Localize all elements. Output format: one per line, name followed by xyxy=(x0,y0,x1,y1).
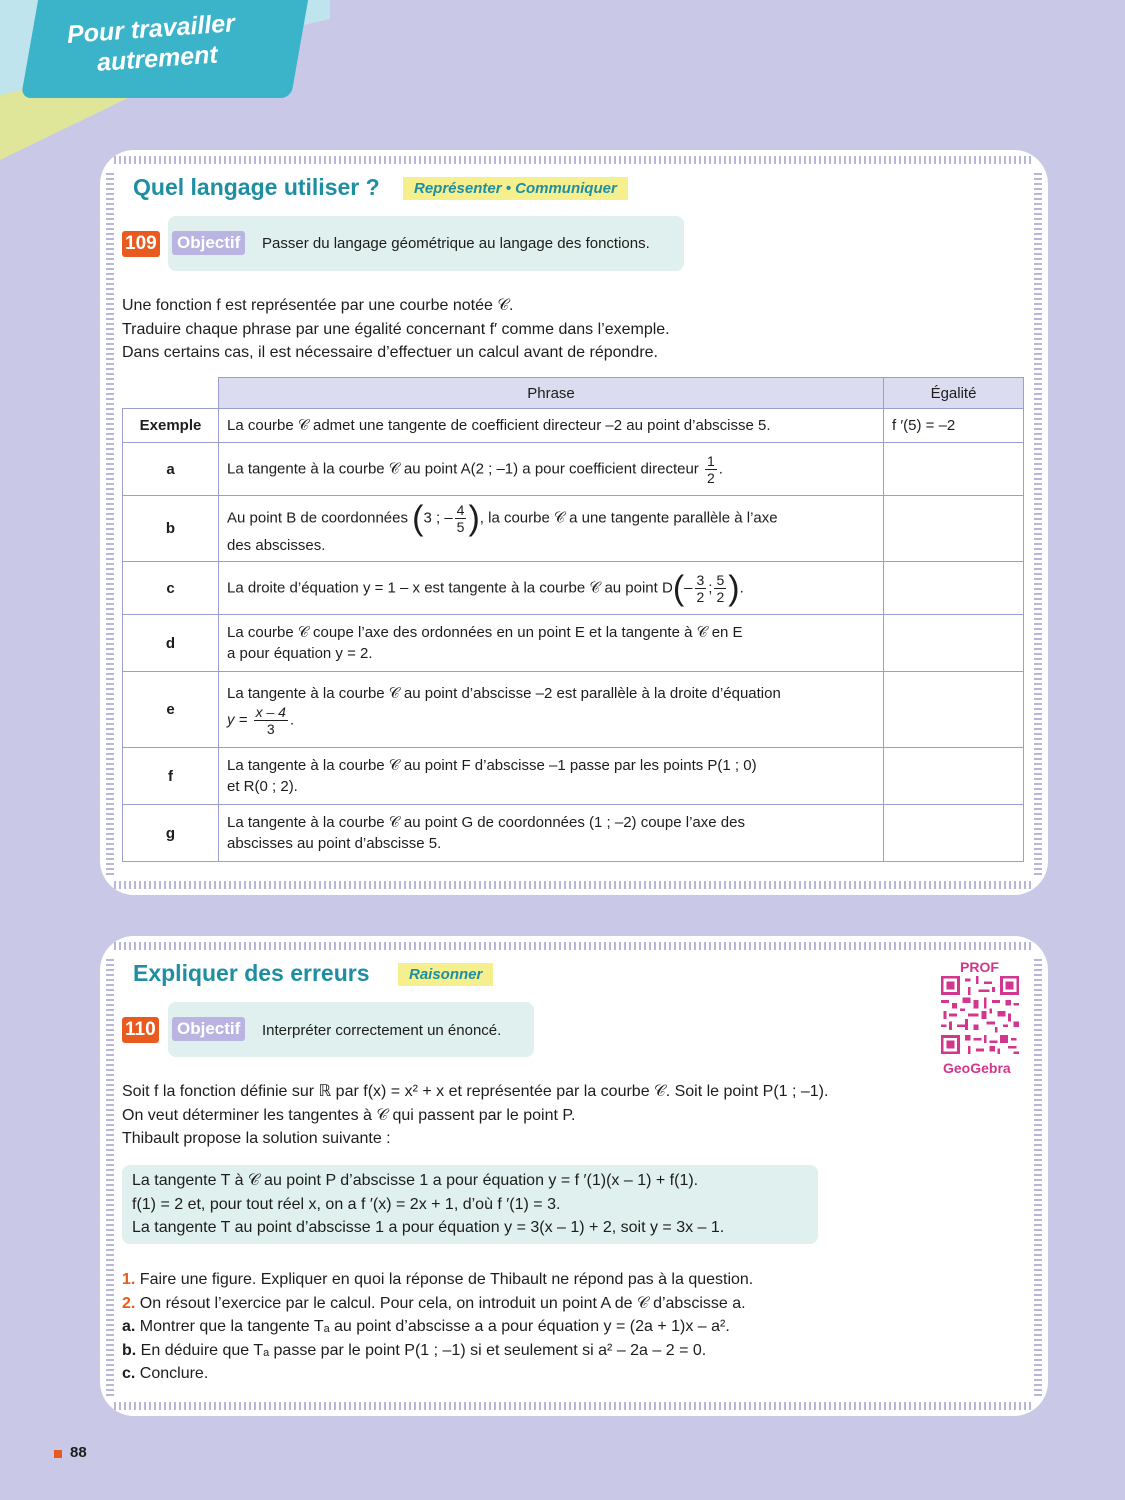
phrase-text: Au point B de coordonnées xyxy=(227,508,408,526)
answer-cell[interactable] xyxy=(884,672,1024,748)
solution-line: f(1) = 2 et, pour tout réel x, on a f ′(x) = 2x + 1, d’où f ′(1) = 3. xyxy=(132,1195,561,1213)
question-text: Faire une figure. Expliquer en quoi la réponse de Thibault ne répond pas à la question. xyxy=(139,1271,754,1288)
question-number: c. xyxy=(122,1365,136,1382)
phrase-text: La tangente à la courbe 𝒞 au point G de coordonnées (1 ; –2) coupe l’axe des xyxy=(227,814,745,831)
denominator: 2 xyxy=(716,588,725,605)
row-phrase xyxy=(219,748,884,805)
answer-cell[interactable] xyxy=(884,443,1024,496)
objective-text: Interpréter correctement un énoncé. xyxy=(262,1022,502,1039)
fraction xyxy=(254,704,288,737)
question-text: On résout l’exercice par le calcul. Pour cela, on introduit un point A de 𝒞 d’abscisse a. xyxy=(139,1294,746,1312)
answer-cell[interactable] xyxy=(884,748,1024,805)
row-phrase xyxy=(219,805,884,862)
exercise-intro xyxy=(122,1080,828,1151)
question-text: En déduire que Tₐ passe par le point P(1 ; –1) si et seulement si a² – 2a – 2 = 0. xyxy=(140,1341,707,1359)
solution-line: La tangente T à 𝒞 au point P d’abscisse 1 a pour équation y = f ′(1)(x – 1) + f(1). xyxy=(132,1172,699,1189)
numerator: x – 4 xyxy=(255,703,286,720)
phrase-text: La droite d’équation y = 1 – x est tangente à la courbe 𝒞 au point D xyxy=(227,578,673,596)
row-label: a xyxy=(123,443,219,496)
fraction xyxy=(695,572,707,605)
denominator: 3 xyxy=(266,720,275,737)
phrase-text: , la courbe 𝒞 a une tangente parallèle à l’axe xyxy=(479,508,778,526)
section-title: Quel langage utiliser ? xyxy=(133,174,380,200)
answer-cell[interactable] xyxy=(884,805,1024,862)
objective-text: Passer du langage géométrique au langage des fonctions. xyxy=(262,235,650,252)
table-header-row xyxy=(123,378,1024,409)
equation-lhs: y = xyxy=(227,710,248,728)
row-label: f xyxy=(123,748,219,805)
numerator: 5 xyxy=(716,571,725,588)
fraction xyxy=(714,572,726,605)
question-item xyxy=(122,1268,753,1292)
tab-title-line2: autrement xyxy=(96,40,219,77)
exercise-number: 109 xyxy=(122,231,160,257)
question-text: Conclure. xyxy=(139,1365,209,1382)
page-number xyxy=(70,1444,87,1461)
phrase-text: La tangente à la courbe 𝒞 au point d’abscisse –2 est parallèle à la droite d’équation xyxy=(227,684,781,702)
table-row xyxy=(123,805,1024,862)
header-egalite: Égalité xyxy=(884,378,1024,409)
empty-header-cell xyxy=(123,378,219,409)
qr-code-icon[interactable] xyxy=(941,976,1019,1054)
phrase-text: La courbe 𝒞 coupe l’axe des ordonnées en un point E et la tangente à 𝒞 en E xyxy=(227,624,743,641)
question-item xyxy=(122,1292,753,1316)
row-phrase: La droite d’équation y = 1 – x est tangente à la courbe 𝒞 au point D(– $\frac{3}{2}$ ; $\frac{5}{2}$ ). xyxy=(219,562,884,615)
intro-line: Traduire chaque phrase par une égalité concernant f′ comme dans l’exemple. xyxy=(122,320,670,338)
denominator: 2 xyxy=(706,469,715,486)
table-row xyxy=(123,409,1024,443)
denominator: 5 xyxy=(456,518,465,535)
row-label: e xyxy=(123,672,219,748)
intro-line: Thibault propose la solution suivante : xyxy=(122,1130,391,1147)
question-number: 2. xyxy=(122,1294,136,1312)
intro-line: Soit f la fonction définie sur ℝ par f(x) = x² + x et représentée par la courbe 𝒞. Soit le point P(1 ; –1). xyxy=(122,1083,829,1100)
fraction xyxy=(705,453,717,486)
qr-label-top: PROF xyxy=(960,959,999,975)
intro-line: Dans certains cas, il est nécessaire d’effectuer un calcul avant de répondre. xyxy=(122,344,658,361)
solution-box xyxy=(122,1165,818,1244)
intro-line: Une fonction f est représentée par une courbe notée 𝒞. xyxy=(122,297,514,314)
exercise-intro xyxy=(122,294,670,365)
row-phrase xyxy=(219,615,884,672)
phrase-text: a pour équation y = 2. xyxy=(227,645,373,662)
phrase-text: abscisses au point d’abscisse 5. xyxy=(227,835,442,852)
objective-label: Objectif xyxy=(172,231,245,255)
question-number: b. xyxy=(122,1341,137,1359)
row-label: c xyxy=(123,562,219,615)
row-phrase: Au point B de coordonnées (3 ; – $\frac{4}{5}$ ), la courbe 𝒞 a une tangente parallèle à l’axe des abscisses. xyxy=(219,496,884,562)
coordinate-text: 3 ; – xyxy=(423,508,453,526)
phrase-text: et R(0 ; 2). xyxy=(227,778,298,795)
intro-line: On veut déterminer les tangentes à 𝒞 qui passent par le point P. xyxy=(122,1106,576,1124)
table-row xyxy=(123,748,1024,805)
phrase-table xyxy=(122,377,1024,862)
table-row xyxy=(123,496,1024,562)
section-title: Expliquer des erreurs xyxy=(133,960,370,986)
qr-label-bottom: GeoGebra xyxy=(943,1060,1011,1076)
question-item xyxy=(122,1362,753,1386)
numerator: 1 xyxy=(706,452,715,469)
row-phrase: La tangente à la courbe 𝒞 au point A(2 ; –1) a pour coefficient directeur $\frac{1}{2}$ . xyxy=(219,443,884,496)
answer-cell[interactable] xyxy=(884,496,1024,562)
row-label: g xyxy=(123,805,219,862)
row-label: d xyxy=(123,615,219,672)
tab-title-line1: Pour travailler xyxy=(66,9,236,49)
question-item xyxy=(122,1339,753,1363)
page-number-marker xyxy=(54,1450,62,1458)
table-row xyxy=(123,672,1024,748)
skill-badge: Raisonner xyxy=(398,963,493,986)
separator: ; xyxy=(708,578,713,596)
phrase-text: des abscisses. xyxy=(227,536,326,554)
objective-label: Objectif xyxy=(172,1017,245,1041)
header-tab-title xyxy=(66,8,238,80)
row-phrase: La courbe 𝒞 admet une tangente de coefficient directeur –2 au point d’abscisse 5. xyxy=(219,409,884,443)
answer-cell[interactable] xyxy=(884,615,1024,672)
row-phrase: La tangente à la courbe 𝒞 au point d’abscisse –2 est parallèle à la droite d’équation y = $\frac{x - 4}{3}$ . xyxy=(219,672,884,748)
minus-sign: – xyxy=(684,578,693,596)
table-row xyxy=(123,562,1024,615)
skill-badge: Représenter • Communiquer xyxy=(403,177,628,200)
denominator: 2 xyxy=(696,588,705,605)
question-number: 1. xyxy=(122,1271,136,1288)
row-label: Exemple xyxy=(123,409,219,443)
page-number-text: 88 xyxy=(70,1444,87,1461)
header-phrase: Phrase xyxy=(219,378,884,409)
row-egalite: f ′(5) = –2 xyxy=(884,409,1024,443)
phrase-text: La tangente à la courbe 𝒞 au point F d’abscisse –1 passe par les points P(1 ; 0) xyxy=(227,757,757,774)
question-number: a. xyxy=(122,1318,136,1335)
question-text: Montrer que la tangente Tₐ au point d’abscisse a a pour équation y = (2a + 1)x – a². xyxy=(139,1318,730,1335)
solution-line: La tangente T au point d’abscisse 1 a pour équation y = 3(x – 1) + 2, soit y = 3x – 1. xyxy=(132,1219,725,1236)
row-label: b xyxy=(123,496,219,562)
exercise-number: 110 xyxy=(122,1017,159,1043)
table-row xyxy=(123,615,1024,672)
answer-cell[interactable] xyxy=(884,562,1024,615)
numerator: 3 xyxy=(696,571,705,588)
phrase-text: La tangente à la courbe 𝒞 au point A(2 ; –1) a pour coefficient directeur xyxy=(227,459,699,477)
fraction xyxy=(455,502,467,535)
question-item xyxy=(122,1315,753,1339)
questions-list xyxy=(122,1268,753,1386)
numerator: 4 xyxy=(456,501,465,518)
table-row xyxy=(123,443,1024,496)
